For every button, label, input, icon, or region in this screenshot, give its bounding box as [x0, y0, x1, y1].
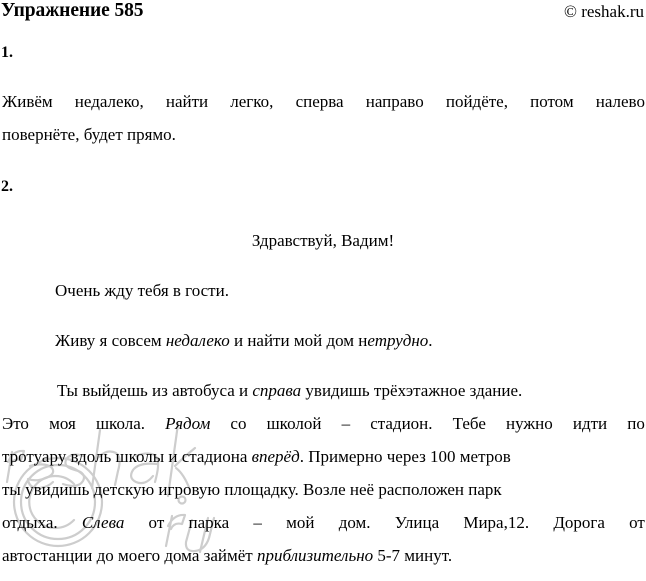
copyright-notice: © reshak.ru [564, 2, 644, 21]
letter-paragraph-2 [55, 324, 433, 357]
text-line [2, 539, 645, 572]
text-fragment: тротуару вдоль школы и стадиона [2, 447, 252, 466]
letter-main-paragraph [2, 374, 645, 572]
section-number-1: 1. [1, 44, 13, 61]
text-fragment: Ты выйдешь из автобуса и [57, 381, 253, 400]
text-line: Живём недалеко, найти легко, сперва направо пойдёте, потом налево [2, 92, 645, 111]
section-1-paragraph [2, 85, 645, 151]
page-title: Упражнение 585 [1, 0, 144, 21]
text-line [2, 440, 645, 473]
italic-word-sleva: Слева [81, 513, 125, 532]
italic-word-nedaleko: недалеко [165, 331, 230, 350]
text-line: Это моя школа. Рядом со школой – стадион. Тебе нужно идти по [2, 407, 645, 440]
letter-paragraph-1: Очень жду тебя в гости. [55, 281, 229, 300]
text-fragment: . [428, 331, 433, 350]
text-fragment: увидишь трёхэтажное здание. [301, 381, 523, 400]
text-line [2, 374, 645, 407]
letter-greeting: Здравствуй, Вадим! [251, 231, 395, 250]
italic-word-netrudno: етрудно [367, 331, 429, 350]
text-fragment: 5-7 минут. [373, 546, 453, 565]
text-line: повернёте, будет прямо. [2, 125, 176, 144]
italic-word-vperyod: вперёд [251, 447, 300, 466]
text-fragment: . Примерно через 100 метров [299, 447, 511, 466]
text-fragment: автостанции до моего дома займёт [2, 546, 257, 565]
text-line: отдыха. Слева от парка – мой дом. Улица Мира,12. Дорога от [2, 506, 645, 539]
text-fragment: и найти мой дом н [229, 331, 368, 350]
document-header [0, 0, 646, 26]
text-fragment: Живу я совсем [55, 331, 166, 350]
italic-word-sprava: справа [252, 381, 302, 400]
italic-word-priblizitelno: приблизительно [256, 546, 374, 565]
italic-word-ryadom: Рядом [165, 414, 211, 433]
text-line: ты увидишь детскую игровую площадку. Возле неё расположен парк [2, 480, 502, 499]
section-number-2: 2. [1, 178, 13, 195]
